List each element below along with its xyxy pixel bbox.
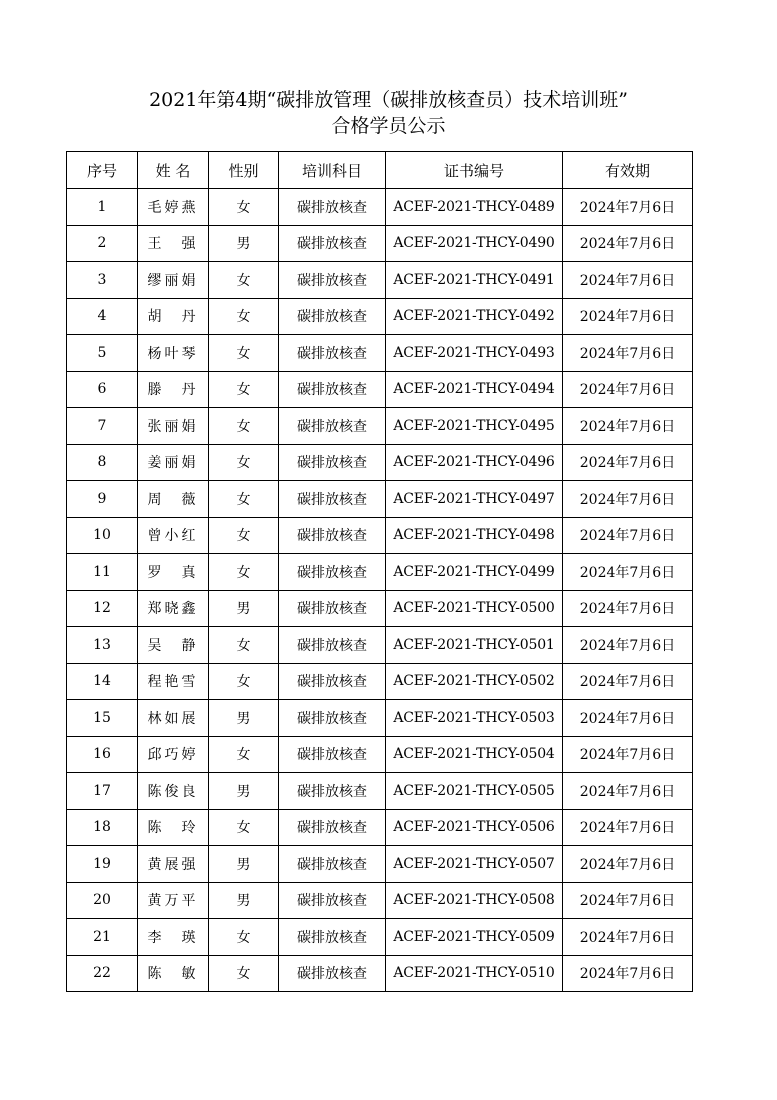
table-row <box>67 298 693 335</box>
cell-certificate: ACEF-2021-THCY-0496 <box>386 444 563 481</box>
cell-name: 周 薇 <box>138 481 209 518</box>
cell-index: 3 <box>67 262 138 299</box>
cell-validity: 2024年7月6日 <box>563 846 693 883</box>
table-row <box>67 663 693 700</box>
cell-subject: 碳排放核查 <box>279 955 386 992</box>
cell-index: 18 <box>67 809 138 846</box>
table-header <box>67 152 693 189</box>
cell-name: 王 强 <box>138 225 209 262</box>
cell-certificate: ACEF-2021-THCY-0490 <box>386 225 563 262</box>
cell-validity: 2024年7月6日 <box>563 298 693 335</box>
table-row <box>67 627 693 664</box>
table-row <box>67 700 693 737</box>
cell-gender: 女 <box>209 371 279 408</box>
cell-name: 姜丽娟 <box>138 444 209 481</box>
cell-validity: 2024年7月6日 <box>563 408 693 445</box>
cell-name: 林如展 <box>138 700 209 737</box>
cell-name: 曾小红 <box>138 517 209 554</box>
table-row <box>67 481 693 518</box>
cell-gender: 女 <box>209 919 279 956</box>
cell-name: 陈俊良 <box>138 773 209 810</box>
cell-name: 黄展强 <box>138 846 209 883</box>
cell-name: 陈 玲 <box>138 809 209 846</box>
cell-index: 14 <box>67 663 138 700</box>
cell-index: 22 <box>67 955 138 992</box>
cell-index: 11 <box>67 554 138 591</box>
header-name: 姓 名 <box>138 152 209 189</box>
table-row <box>67 408 693 445</box>
table-row <box>67 517 693 554</box>
cell-gender: 男 <box>209 846 279 883</box>
cell-name: 胡 丹 <box>138 298 209 335</box>
cell-index: 6 <box>67 371 138 408</box>
cell-index: 2 <box>67 225 138 262</box>
cell-subject: 碳排放核查 <box>279 773 386 810</box>
cell-name: 郑晓鑫 <box>138 590 209 627</box>
table-row <box>67 189 693 226</box>
cell-index: 21 <box>67 919 138 956</box>
cell-gender: 男 <box>209 590 279 627</box>
cell-name: 程艳雪 <box>138 663 209 700</box>
header-validity: 有效期 <box>563 152 693 189</box>
cell-certificate: ACEF-2021-THCY-0510 <box>386 955 563 992</box>
table-row <box>67 225 693 262</box>
cell-subject: 碳排放核查 <box>279 736 386 773</box>
cell-certificate: ACEF-2021-THCY-0509 <box>386 919 563 956</box>
table-row <box>67 846 693 883</box>
cell-validity: 2024年7月6日 <box>563 371 693 408</box>
table-row <box>67 919 693 956</box>
cell-validity: 2024年7月6日 <box>563 444 693 481</box>
cell-certificate: ACEF-2021-THCY-0489 <box>386 189 563 226</box>
cell-certificate: ACEF-2021-THCY-0502 <box>386 663 563 700</box>
table-row <box>67 590 693 627</box>
cell-name: 张丽娟 <box>138 408 209 445</box>
cell-validity: 2024年7月6日 <box>563 919 693 956</box>
table-row <box>67 882 693 919</box>
cell-subject: 碳排放核查 <box>279 590 386 627</box>
cell-index: 15 <box>67 700 138 737</box>
cell-index: 19 <box>67 846 138 883</box>
cell-index: 16 <box>67 736 138 773</box>
cell-certificate: ACEF-2021-THCY-0505 <box>386 773 563 810</box>
cell-gender: 女 <box>209 663 279 700</box>
cell-certificate: ACEF-2021-THCY-0503 <box>386 700 563 737</box>
table-row <box>67 554 693 591</box>
cell-certificate: ACEF-2021-THCY-0507 <box>386 846 563 883</box>
cell-index: 12 <box>67 590 138 627</box>
table-row <box>67 809 693 846</box>
cell-validity: 2024年7月6日 <box>563 481 693 518</box>
cell-validity: 2024年7月6日 <box>563 773 693 810</box>
cell-validity: 2024年7月6日 <box>563 335 693 372</box>
cell-validity: 2024年7月6日 <box>563 517 693 554</box>
cell-index: 10 <box>67 517 138 554</box>
document-title: 2021年第4期“碳排放管理（碳排放核查员）技术培训班” <box>149 89 628 111</box>
cell-name: 李 瑛 <box>138 919 209 956</box>
cell-index: 5 <box>67 335 138 372</box>
table-body <box>67 189 693 992</box>
cell-gender: 男 <box>209 773 279 810</box>
cell-gender: 女 <box>209 955 279 992</box>
cell-subject: 碳排放核查 <box>279 408 386 445</box>
cell-validity: 2024年7月6日 <box>563 554 693 591</box>
cell-subject: 碳排放核查 <box>279 700 386 737</box>
cell-subject: 碳排放核查 <box>279 919 386 956</box>
table-row <box>67 371 693 408</box>
cell-gender: 女 <box>209 517 279 554</box>
header-gender: 性别 <box>209 152 279 189</box>
table-row <box>67 444 693 481</box>
cell-name: 吴 静 <box>138 627 209 664</box>
cell-validity: 2024年7月6日 <box>563 663 693 700</box>
cell-index: 20 <box>67 882 138 919</box>
cell-index: 9 <box>67 481 138 518</box>
cell-index: 1 <box>67 189 138 226</box>
cell-name: 滕 丹 <box>138 371 209 408</box>
cell-gender: 男 <box>209 225 279 262</box>
cell-certificate: ACEF-2021-THCY-0498 <box>386 517 563 554</box>
cell-gender: 女 <box>209 736 279 773</box>
cell-certificate: ACEF-2021-THCY-0500 <box>386 590 563 627</box>
table-row <box>67 262 693 299</box>
cell-validity: 2024年7月6日 <box>563 262 693 299</box>
cell-certificate: ACEF-2021-THCY-0492 <box>386 298 563 335</box>
cell-validity: 2024年7月6日 <box>563 590 693 627</box>
document-subtitle: 合格学员公示 <box>331 115 446 137</box>
cell-validity: 2024年7月6日 <box>563 955 693 992</box>
cell-subject: 碳排放核查 <box>279 517 386 554</box>
cell-gender: 女 <box>209 481 279 518</box>
cell-index: 4 <box>67 298 138 335</box>
cell-certificate: ACEF-2021-THCY-0494 <box>386 371 563 408</box>
cell-subject: 碳排放核查 <box>279 189 386 226</box>
cell-certificate: ACEF-2021-THCY-0491 <box>386 262 563 299</box>
cell-subject: 碳排放核查 <box>279 627 386 664</box>
cell-subject: 碳排放核查 <box>279 298 386 335</box>
cell-index: 8 <box>67 444 138 481</box>
header-row <box>67 152 693 189</box>
cell-gender: 男 <box>209 700 279 737</box>
cell-gender: 女 <box>209 809 279 846</box>
cell-validity: 2024年7月6日 <box>563 627 693 664</box>
cell-name: 陈 敏 <box>138 955 209 992</box>
cell-subject: 碳排放核查 <box>279 371 386 408</box>
cell-certificate: ACEF-2021-THCY-0493 <box>386 335 563 372</box>
cell-validity: 2024年7月6日 <box>563 700 693 737</box>
cell-gender: 男 <box>209 882 279 919</box>
cell-certificate: ACEF-2021-THCY-0508 <box>386 882 563 919</box>
cell-subject: 碳排放核查 <box>279 663 386 700</box>
cell-gender: 女 <box>209 189 279 226</box>
cell-name: 杨叶琴 <box>138 335 209 372</box>
cell-subject: 碳排放核查 <box>279 444 386 481</box>
table-row <box>67 736 693 773</box>
cell-validity: 2024年7月6日 <box>563 736 693 773</box>
cell-subject: 碳排放核查 <box>279 882 386 919</box>
cell-gender: 女 <box>209 444 279 481</box>
cell-gender: 女 <box>209 262 279 299</box>
cell-certificate: ACEF-2021-THCY-0495 <box>386 408 563 445</box>
table-row <box>67 773 693 810</box>
cell-validity: 2024年7月6日 <box>563 189 693 226</box>
cell-validity: 2024年7月6日 <box>563 225 693 262</box>
header-certificate: 证书编号 <box>386 152 563 189</box>
trainee-table <box>66 151 693 992</box>
cell-index: 13 <box>67 627 138 664</box>
cell-validity: 2024年7月6日 <box>563 809 693 846</box>
cell-subject: 碳排放核查 <box>279 262 386 299</box>
cell-name: 缪丽娟 <box>138 262 209 299</box>
cell-name: 毛婷燕 <box>138 189 209 226</box>
cell-subject: 碳排放核查 <box>279 554 386 591</box>
table-row <box>67 335 693 372</box>
cell-gender: 女 <box>209 298 279 335</box>
cell-name: 黄万平 <box>138 882 209 919</box>
cell-certificate: ACEF-2021-THCY-0499 <box>386 554 563 591</box>
cell-gender: 女 <box>209 408 279 445</box>
cell-gender: 女 <box>209 335 279 372</box>
cell-gender: 女 <box>209 627 279 664</box>
cell-validity: 2024年7月6日 <box>563 882 693 919</box>
cell-certificate: ACEF-2021-THCY-0501 <box>386 627 563 664</box>
header-index: 序号 <box>67 152 138 189</box>
cell-certificate: ACEF-2021-THCY-0506 <box>386 809 563 846</box>
cell-subject: 碳排放核查 <box>279 335 386 372</box>
table-row <box>67 955 693 992</box>
cell-subject: 碳排放核查 <box>279 225 386 262</box>
cell-index: 7 <box>67 408 138 445</box>
cell-name: 罗 真 <box>138 554 209 591</box>
cell-subject: 碳排放核查 <box>279 809 386 846</box>
cell-certificate: ACEF-2021-THCY-0497 <box>386 481 563 518</box>
cell-subject: 碳排放核查 <box>279 846 386 883</box>
cell-index: 17 <box>67 773 138 810</box>
cell-name: 邱巧婷 <box>138 736 209 773</box>
header-subject: 培训科目 <box>279 152 386 189</box>
cell-subject: 碳排放核查 <box>279 481 386 518</box>
cell-certificate: ACEF-2021-THCY-0504 <box>386 736 563 773</box>
cell-gender: 女 <box>209 554 279 591</box>
